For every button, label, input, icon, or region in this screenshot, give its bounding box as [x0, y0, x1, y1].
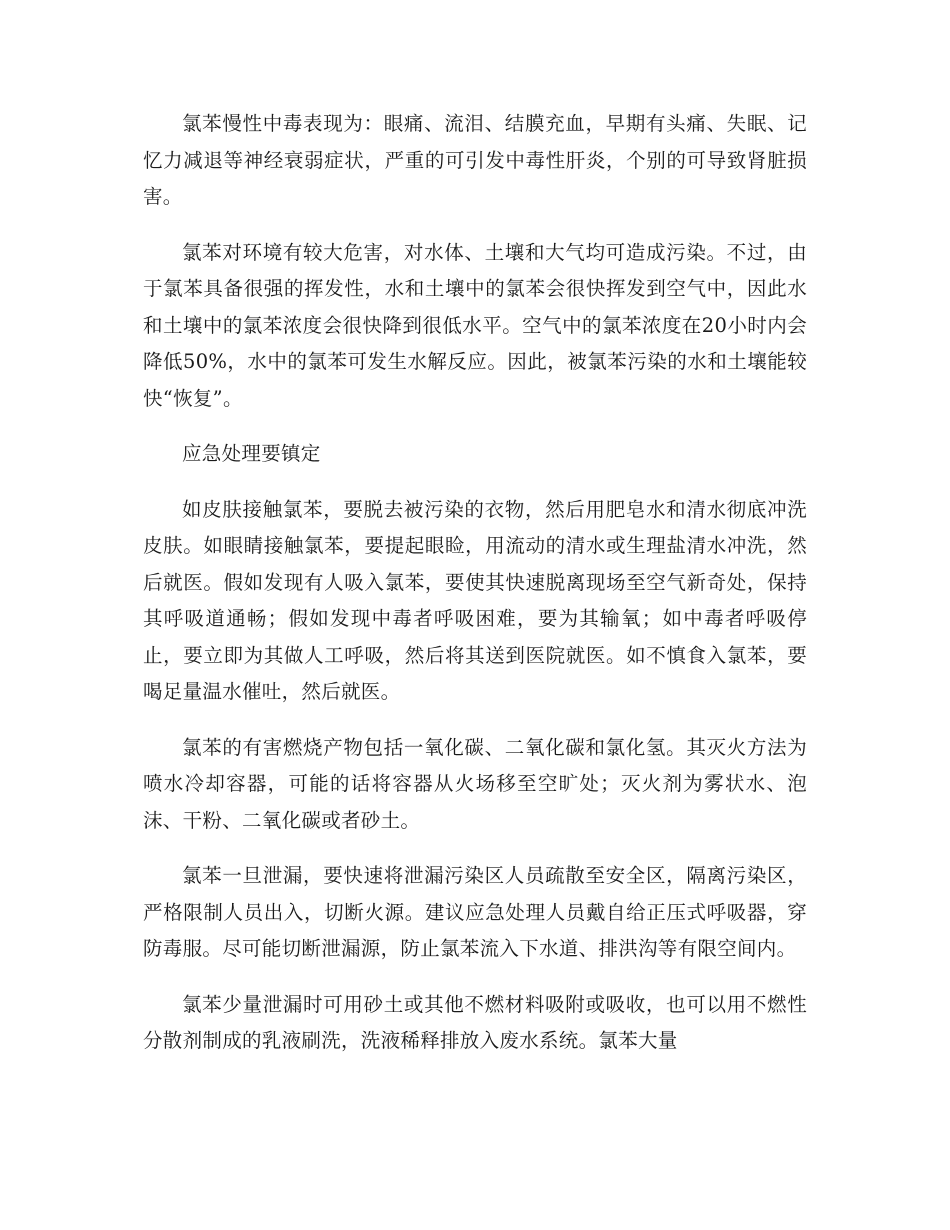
paragraph-first-aid: 如皮肤接触氯苯，要脱去被污染的衣物，然后用肥皂水和清水彻底冲洗皮肤。如眼睛接触氯苯，要提起眼睑，用流动的清水或生理盐清水冲洗，然后就医。假如发现有人吸入氯苯，要使其快速脱离现场至空气新奇处，保持其呼吸道通畅；假如发现中毒者呼吸困难，要为其输氧；如中毒者呼吸停止，要立即为其做人工呼吸，然后将其送到医院就医。如不慎食入氯苯，要喝足量温水催吐，然后就医。: [143, 497, 807, 703]
document-page: [143, 106, 807, 1079]
paragraph-environmental-harm: 氯苯对环境有较大危害，对水体、土壤和大气均可造成污染。不过，由于氯苯具备很强的挥发性，水和土壤中的氯苯会很快挥发到空气中，因此水和土壤中的氯苯浓度会很快降到很低水平。空气中的氯苯浓度在20小时内会降低50%，水中的氯苯可发生水解反应。因此，被氯苯污染的水和土壤能较快“恢复”。: [143, 240, 807, 410]
paragraph-leak-cleanup: 氯苯少量泄漏时可用砂土或其他不燃材料吸附或吸收，也可以用不燃性分散剂制成的乳液刷洗，洗液稀释排放入废水系统。氯苯大量: [143, 992, 807, 1052]
paragraph-chronic-poisoning: 氯苯慢性中毒表现为：眼痛、流泪、结膜充血，早期有头痛、失眠、记忆力减退等神经衰弱症状，严重的可引发中毒性肝炎，个别的可导致肾脏损害。: [143, 112, 807, 208]
paragraph-fire-fighting: 氯苯的有害燃烧产物包括一氧化碳、二氧化碳和氯化氢。其灭火方法为喷水冷却容器，可能的话将容器从火场移至空旷处；灭火剂为雾状水、泡沫、干粉、二氧化碳或者砂土。: [143, 735, 807, 832]
paragraph-leak-response: 氯苯一旦泄漏，要快速将泄漏污染区人员疏散至安全区，隔离污染区，严格限制人员出入，切断火源。建议应急处理人员戴自给正压式呼吸器，穿防毒服。尽可能切断泄漏源，防止氯苯流入下水道、排洪沟等有限空间内。: [143, 864, 807, 960]
section-heading-emergency: 应急处理要镇定: [182, 442, 321, 465]
